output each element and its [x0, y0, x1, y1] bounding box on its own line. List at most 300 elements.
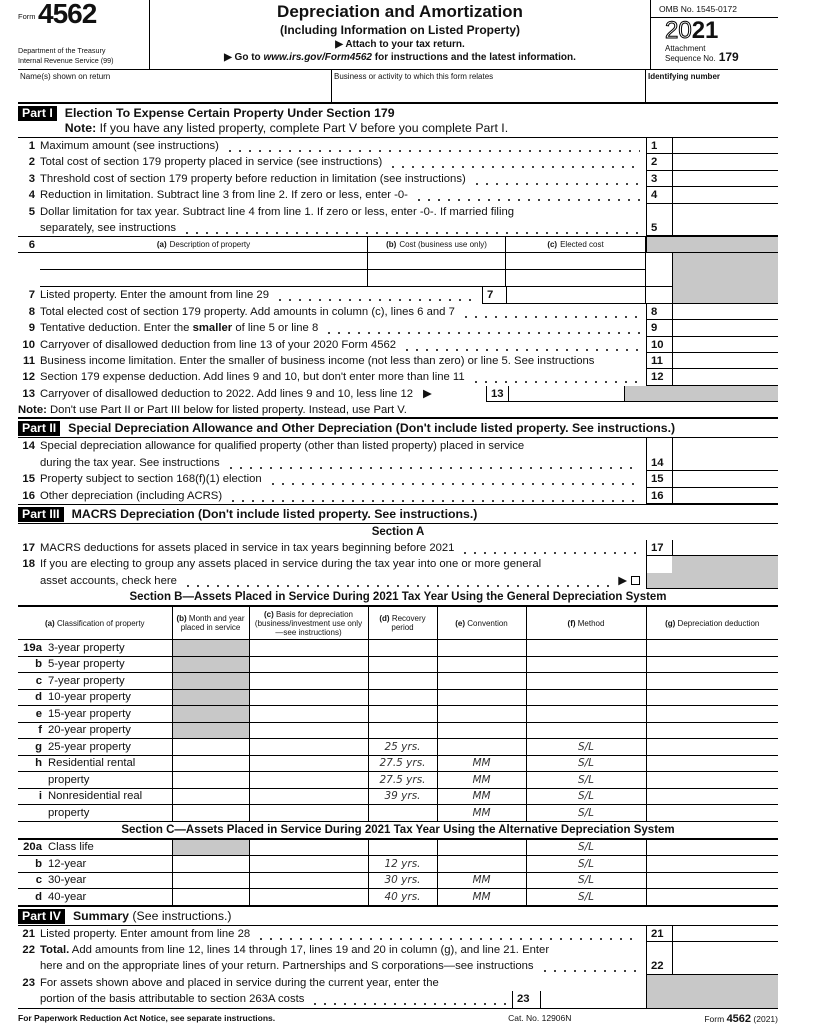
recovery-period-cell[interactable]: 39 yrs. — [368, 788, 437, 805]
method-cell[interactable] — [526, 640, 646, 657]
line-number: 21 — [22, 927, 35, 940]
recovery-period-cell[interactable]: 27.5 yrs. — [368, 772, 437, 789]
column-tag: (e) — [455, 618, 466, 628]
part1-title — [65, 106, 508, 136]
month-year-cell — [172, 722, 249, 739]
classification-cell — [18, 788, 172, 805]
department — [18, 46, 113, 66]
recovery-period-cell[interactable] — [368, 689, 437, 706]
section-b-heading: Section B—Assets Placed in Service During 2021 Tax Year Using the General Depreciation System — [18, 589, 778, 606]
classification-cell — [18, 872, 172, 889]
basis-cell[interactable] — [249, 706, 368, 723]
line-number: 8 — [28, 305, 35, 318]
line-number: 2 — [28, 156, 35, 169]
line-amount-input[interactable] — [672, 942, 778, 958]
month-year-cell[interactable] — [172, 889, 249, 906]
line-text-cont: portion of the basis attributable to section 263A costs — [40, 993, 305, 1006]
spacer — [646, 270, 672, 287]
line-text: Reduction in limitation. Subtract line 3 from line 2. If zero or less, enter -0- — [40, 189, 408, 202]
row-number: d — [35, 890, 42, 903]
form-footer — [18, 1008, 778, 1025]
convention-cell[interactable]: MM — [437, 805, 526, 822]
footer-prefix: Form — [704, 1013, 727, 1024]
row-label: 10-year property — [48, 691, 131, 704]
line-box-number: 12 — [646, 369, 672, 385]
convention-cell[interactable]: MM — [437, 788, 526, 805]
dept-line-1: Department of the Treasury — [18, 46, 106, 55]
line-description-cont — [40, 573, 646, 589]
description-input[interactable] — [40, 253, 368, 270]
basis-cell[interactable] — [249, 772, 368, 789]
line-description — [40, 942, 646, 958]
column-label: Depreciation deduction — [677, 618, 760, 628]
column-header — [172, 607, 249, 640]
line-5 — [18, 204, 778, 220]
shaded-area — [624, 386, 778, 402]
depreciation-cell[interactable] — [646, 772, 778, 789]
line-box-number: 23 — [512, 991, 540, 1007]
line-15 — [18, 471, 778, 487]
line-21 — [18, 926, 778, 942]
form-subtitle: (Including Information on Listed Property) — [280, 23, 520, 37]
recovery-period-cell[interactable] — [368, 656, 437, 673]
row-number: g — [35, 740, 42, 753]
 — [18, 991, 40, 1007]
line-amount-input[interactable] — [672, 304, 778, 320]
line-3 — [18, 171, 778, 187]
section-263a-input[interactable] — [540, 991, 646, 1007]
section-b-table — [18, 606, 778, 822]
line-amount-input[interactable] — [672, 320, 778, 336]
month-year-cell — [172, 673, 249, 690]
row-number: e — [35, 707, 42, 720]
column-a-description — [40, 237, 368, 252]
line-amount-input[interactable] — [672, 187, 778, 203]
line-number: 23 — [22, 976, 35, 989]
line-number: 17 — [22, 542, 35, 555]
basis-cell[interactable] — [249, 788, 368, 805]
line-amount-input[interactable] — [672, 204, 778, 220]
cost-input[interactable] — [368, 253, 506, 270]
elected-cost-input[interactable] — [506, 270, 646, 287]
method-cell[interactable]: S/L — [526, 805, 646, 822]
method-cell[interactable] — [526, 706, 646, 723]
note-label: Note: — [18, 404, 47, 417]
line-number: 11 — [23, 354, 35, 367]
basis-cell[interactable] — [249, 755, 368, 772]
classification-cell — [18, 673, 172, 690]
identifying-number-field[interactable]: Identifying number — [648, 72, 720, 81]
column-b-cost-label: Cost (business use only) — [399, 240, 487, 250]
form-number: 4562 — [38, 0, 97, 29]
line-number: 1 — [28, 140, 35, 152]
line-description — [40, 471, 646, 487]
goto-suffix: for instructions and the latest information. — [372, 52, 576, 63]
basis-cell[interactable] — [249, 673, 368, 690]
convention-cell[interactable]: MM — [437, 772, 526, 789]
leader-dots — [472, 171, 640, 187]
convention-cell[interactable] — [437, 722, 526, 739]
leader-dots — [226, 455, 640, 471]
line-description-cont — [40, 991, 512, 1007]
line-text: Carryover of disallowed deduction to 2022. Add lines 9 and 10, less line 12 — [40, 387, 414, 400]
line-6-header — [18, 236, 778, 253]
line-box-number: 10 — [646, 337, 672, 353]
line-number: 14 — [22, 440, 35, 453]
depreciation-cell[interactable] — [646, 706, 778, 723]
dept-line-2: Internal Revenue Service (99) — [18, 56, 114, 65]
line-description — [40, 540, 646, 556]
convention-cell[interactable] — [437, 739, 526, 756]
method-cell[interactable]: S/L — [526, 772, 646, 789]
table-row — [18, 872, 778, 889]
basis-cell[interactable] — [249, 839, 368, 856]
basis-cell[interactable] — [249, 722, 368, 739]
table-row — [18, 856, 778, 873]
method-cell[interactable]: S/L — [526, 839, 646, 856]
line-number: 18 — [22, 558, 35, 571]
 — [646, 556, 672, 572]
column-label: Month and year placed in service — [180, 614, 245, 633]
line-amount-input[interactable] — [672, 138, 778, 154]
convention-cell[interactable]: MM — [437, 755, 526, 772]
shaded-area — [672, 556, 778, 572]
line-text: Total elected cost of section 179 property. Add amounts in column (c), lines 6 and 7 — [40, 305, 455, 318]
elected-cost-input[interactable] — [506, 253, 646, 270]
month-year-cell[interactable] — [172, 755, 249, 772]
sequence-label: Sequence No. — [665, 54, 716, 63]
convention-cell[interactable] — [437, 673, 526, 690]
table-row — [18, 889, 778, 906]
classification-cell — [18, 839, 172, 856]
part3-title — [72, 507, 478, 522]
basis-cell[interactable] — [249, 889, 368, 906]
month-year-cell[interactable] — [172, 788, 249, 805]
part1-header — [18, 103, 778, 138]
leader-dots — [471, 369, 640, 385]
line-23 — [18, 975, 778, 991]
 — [18, 270, 40, 287]
note-part5 — [18, 402, 778, 418]
recovery-period-cell[interactable] — [368, 839, 437, 856]
part4-title-rest: (See instructions.) — [129, 908, 232, 923]
classification-cell — [18, 722, 172, 739]
depreciation-cell[interactable] — [646, 689, 778, 706]
shaded-area — [672, 270, 778, 287]
convention-cell[interactable] — [437, 689, 526, 706]
recovery-period-cell[interactable] — [368, 805, 437, 822]
method-cell[interactable] — [526, 689, 646, 706]
method-cell[interactable]: S/L — [526, 755, 646, 772]
convention-cell[interactable] — [437, 656, 526, 673]
footer-year: (2021) — [751, 1013, 778, 1024]
line-description — [40, 386, 486, 402]
description-input[interactable] — [40, 270, 368, 287]
 — [18, 253, 40, 270]
line-description — [40, 204, 646, 220]
basis-cell[interactable] — [249, 872, 368, 889]
line-number: 13 — [22, 387, 35, 400]
classification-cell — [18, 689, 172, 706]
note-label: Note: — [64, 121, 97, 135]
method-cell[interactable]: S/L — [526, 856, 646, 873]
line-box-number: 9 — [646, 320, 672, 336]
method-cell[interactable] — [526, 722, 646, 739]
line-number: 4 — [28, 189, 35, 202]
line-number: 16 — [22, 489, 35, 502]
section-a-heading: Section A — [371, 526, 425, 539]
month-year-cell[interactable] — [172, 805, 249, 822]
line-amount-input[interactable] — [672, 926, 778, 942]
paperwork-notice: For Paperwork Reduction Act Notice, see separate instructions. — [18, 1012, 276, 1023]
line-text: Section 179 expense deduction. Add lines 9 and 10, but don't enter more than line 11 — [40, 371, 465, 384]
line-box-number — [646, 942, 672, 958]
line-text: Property subject to section 168(f)(1) election — [40, 473, 262, 486]
row-label: Residential rental — [48, 757, 136, 770]
month-year-cell[interactable] — [172, 872, 249, 889]
line-text-bold: Total. — [40, 944, 70, 957]
line-text: Total cost of section 179 property placed in service (see instructions) — [40, 156, 383, 169]
line-text: Listed property. Enter amount from line 28 — [40, 927, 251, 940]
leader-dots — [182, 220, 640, 236]
line-text: MACRS deductions for assets placed in service in tax years beginning before 2021 — [40, 542, 455, 555]
group-assets-checkbox[interactable] — [631, 576, 640, 585]
month-year-cell[interactable] — [172, 856, 249, 873]
line-amount-input[interactable] — [672, 353, 778, 369]
depreciation-cell[interactable] — [646, 656, 778, 673]
 — [18, 573, 40, 589]
line-box-number: 14 — [646, 455, 672, 471]
line-description — [40, 488, 646, 504]
month-year-cell[interactable] — [172, 739, 249, 756]
line-amount-input[interactable] — [672, 488, 778, 504]
recovery-period-cell[interactable] — [368, 706, 437, 723]
arrow-icon: ▶ — [618, 574, 627, 587]
line-number: 12 — [22, 371, 35, 384]
convention-cell[interactable] — [437, 706, 526, 723]
convention-cell[interactable]: MM — [437, 889, 526, 906]
row-label: 5-year property — [48, 658, 125, 671]
line-11 — [18, 353, 778, 369]
line-amount-input[interactable] — [672, 369, 778, 385]
irs-link[interactable]: www.irs.gov/Form4562 — [263, 52, 372, 63]
sequence-number — [651, 50, 778, 64]
leader-dots — [540, 958, 640, 974]
part1-title-text: Election To Expense Certain Property Under Section 179 — [64, 106, 395, 120]
line-text: Add amounts from line 12, lines 14 through 17, lines 19 and 20 in column (g), and line 21. Enter — [69, 944, 550, 957]
line-description — [40, 154, 646, 170]
part1-tag: Part I — [18, 106, 57, 121]
spacer — [646, 253, 672, 270]
line-amount-input[interactable] — [672, 455, 778, 471]
recovery-period-cell[interactable]: 40 yrs. — [368, 889, 437, 906]
recovery-period-cell[interactable] — [368, 640, 437, 657]
part2-tag: Part II — [18, 421, 60, 436]
line-10 — [18, 337, 778, 353]
convention-cell[interactable] — [437, 856, 526, 873]
line-6-entry — [18, 253, 778, 270]
classification-cell — [18, 772, 172, 789]
method-cell[interactable] — [526, 673, 646, 690]
depreciation-cell[interactable] — [646, 755, 778, 772]
column-label: Recovery period — [391, 614, 426, 633]
method-cell[interactable]: S/L — [526, 739, 646, 756]
leader-dots — [460, 540, 640, 556]
column-header — [437, 607, 526, 640]
line-amount-input[interactable] — [672, 540, 778, 556]
identification-row — [18, 70, 778, 103]
line-1 — [18, 138, 778, 154]
line-14-cont — [18, 455, 778, 471]
basis-cell[interactable] — [249, 739, 368, 756]
depreciation-cell[interactable] — [646, 788, 778, 805]
line-text: Listed property. Enter the amount from line 29 — [40, 289, 269, 302]
recovery-period-cell[interactable] — [368, 722, 437, 739]
form-id-block — [18, 0, 150, 69]
line-amount-input[interactable] — [672, 154, 778, 170]
line-description — [40, 337, 646, 353]
column-header — [249, 607, 368, 640]
line-number: 5 — [28, 205, 35, 218]
omb-number: OMB No. 1545-0172 — [651, 0, 778, 18]
classification-cell — [18, 856, 172, 873]
line-number: 15 — [22, 473, 35, 486]
carryover-input[interactable] — [508, 386, 624, 402]
part4-title — [73, 909, 232, 924]
line-amount-input[interactable] — [672, 171, 778, 187]
method-cell[interactable]: S/L — [526, 788, 646, 805]
recovery-period-cell[interactable]: 27.5 yrs. — [368, 755, 437, 772]
basis-cell[interactable] — [249, 856, 368, 873]
table-row — [18, 706, 778, 723]
listed-property-input[interactable] — [506, 287, 646, 303]
line-amount-input[interactable] — [672, 220, 778, 236]
table-row — [18, 673, 778, 690]
cost-input[interactable] — [368, 270, 506, 287]
arrow-icon: ▶ — [423, 387, 432, 400]
row-label: 15-year property — [48, 707, 131, 720]
column-c-elected-cost-tag: (c) — [547, 240, 558, 250]
recovery-period-cell[interactable]: 12 yrs. — [368, 856, 437, 873]
recovery-period-cell[interactable] — [368, 673, 437, 690]
line-box-number: 13 — [486, 386, 508, 402]
line-amount-input[interactable] — [672, 337, 778, 353]
basis-cell[interactable] — [249, 640, 368, 657]
table-row — [18, 805, 778, 822]
depreciation-cell[interactable] — [646, 722, 778, 739]
line-text-cont: asset accounts, check here — [40, 574, 177, 587]
method-cell[interactable]: S/L — [526, 872, 646, 889]
shaded-area — [646, 573, 778, 589]
line-14 — [18, 438, 778, 454]
column-label: Classification of property — [56, 618, 145, 628]
leader-dots — [275, 287, 476, 303]
row-label: Class life — [48, 841, 94, 854]
leader-dots — [414, 187, 640, 203]
depreciation-cell[interactable] — [646, 839, 778, 856]
line-box-number: 8 — [646, 304, 672, 320]
leader-dots — [225, 138, 640, 154]
tax-year — [651, 18, 778, 44]
line-box-number: 17 — [646, 540, 672, 556]
attach-instruction: ▶ Attach to your tax return. — [335, 39, 465, 50]
part4-title-text: Summary — [72, 908, 130, 923]
depreciation-cell[interactable] — [646, 856, 778, 873]
recovery-period-cell[interactable]: 25 yrs. — [368, 739, 437, 756]
depreciation-cell[interactable] — [646, 673, 778, 690]
column-tag: (g) — [665, 618, 676, 628]
column-tag: (c) — [264, 609, 274, 619]
depreciation-cell[interactable] — [646, 640, 778, 657]
basis-cell[interactable] — [249, 689, 368, 706]
leader-dots — [256, 926, 640, 942]
column-header — [646, 607, 778, 640]
depreciation-cell[interactable] — [646, 872, 778, 889]
depreciation-cell[interactable] — [646, 739, 778, 756]
part2-title — [68, 421, 675, 436]
column-label: Method — [577, 618, 605, 628]
line-number: 6 — [28, 239, 35, 252]
row-label: 40-year — [48, 890, 87, 903]
business-field[interactable]: Business or activity to which this form relates — [332, 70, 646, 102]
basis-cell[interactable] — [249, 656, 368, 673]
line-text: Tentative deduction. Enter the — [40, 322, 193, 335]
month-year-cell — [172, 656, 249, 673]
goto-instruction — [150, 51, 650, 64]
line-text: Business income limitation. Enter the smaller of business income (not less than zero) or line 5. See instructions — [40, 354, 595, 367]
month-year-cell[interactable] — [172, 772, 249, 789]
table-row — [18, 839, 778, 856]
method-cell[interactable]: S/L — [526, 889, 646, 906]
depreciation-cell[interactable] — [646, 889, 778, 906]
line-amount-input[interactable] — [672, 471, 778, 487]
line-amount-input[interactable] — [672, 438, 778, 454]
method-cell[interactable] — [526, 656, 646, 673]
convention-cell[interactable] — [437, 640, 526, 657]
footer-form-id — [704, 1013, 778, 1025]
line-box-number: 2 — [646, 154, 672, 170]
year-outline: 20 — [665, 17, 692, 44]
column-tag: (f) — [567, 618, 576, 628]
line-box-number: 11 — [646, 353, 672, 369]
classification-cell — [18, 706, 172, 723]
convention-cell[interactable]: MM — [437, 872, 526, 889]
row-label: 12-year — [48, 857, 87, 870]
depreciation-cell[interactable] — [646, 805, 778, 822]
line-8 — [18, 304, 778, 320]
row-label: 3-year property — [48, 641, 125, 654]
column-b-cost-tag: (b) — [386, 240, 397, 250]
basis-cell[interactable] — [249, 805, 368, 822]
line-text-cont: during the tax year. See instructions — [40, 456, 220, 469]
line-box-number: 16 — [646, 488, 672, 504]
line-13 — [18, 386, 778, 402]
year-bold: 21 — [691, 17, 719, 44]
convention-cell[interactable] — [437, 839, 526, 856]
classification-cell — [18, 755, 172, 772]
line-22-cont — [18, 958, 778, 974]
line-16 — [18, 488, 778, 504]
form-4562 — [18, 0, 778, 1025]
name-field[interactable]: Name(s) shown on return — [18, 70, 332, 102]
recovery-period-cell[interactable]: 30 yrs. — [368, 872, 437, 889]
line-amount-input[interactable] — [672, 958, 778, 974]
row-number: 19a — [23, 641, 42, 654]
line-description — [40, 138, 646, 154]
table-row — [18, 656, 778, 673]
line-22 — [18, 942, 778, 958]
leader-dots — [183, 573, 612, 589]
